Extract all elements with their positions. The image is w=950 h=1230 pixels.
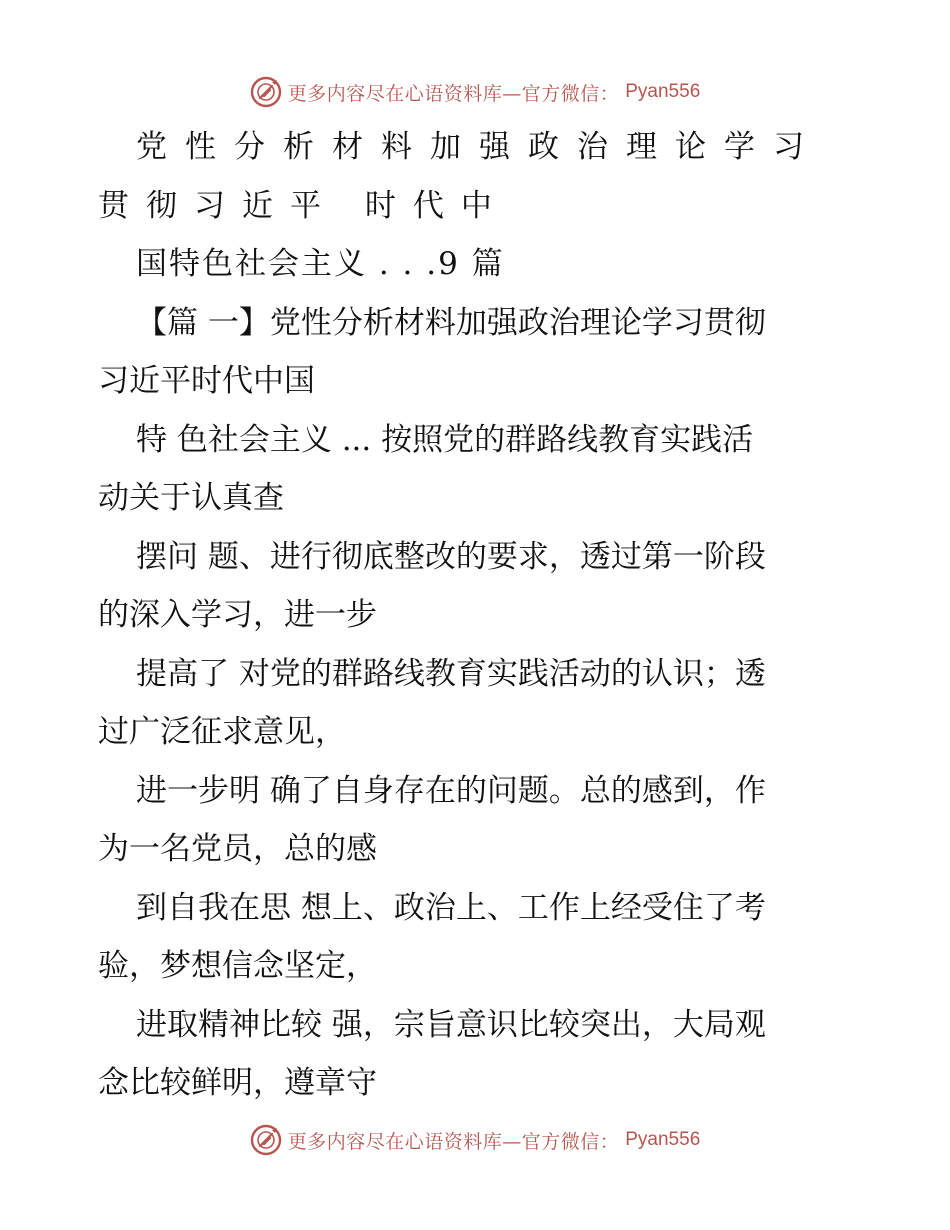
seal-logo-icon	[250, 1124, 282, 1156]
text-line: 摆问 题、进行彻底整改的要求，透过第一阶段	[136, 538, 766, 575]
footer-banner-text: 更多内容尽在心语资料库—官方微信：	[287, 1130, 620, 1153]
seal-logo-icon	[250, 76, 282, 108]
footer-banner	[0, 1120, 950, 1160]
header-banner-inner	[250, 76, 701, 108]
text-line: 念比较鲜明，遵章守	[98, 1065, 377, 1101]
text-line: 国特色社会主义 . . .9 篇	[136, 246, 505, 282]
text-line: 过广泛征求意见，	[98, 714, 346, 750]
text-line: 动关于认真查	[98, 480, 284, 516]
text-line: 党性分析材料加强政治理论学习	[136, 129, 822, 165]
text-line: 特 色社会主义 ... 按照党的群路线教育实践活	[136, 421, 754, 458]
header-banner-id: Pyan556	[625, 81, 701, 102]
header-banner	[0, 72, 950, 112]
text-line: 的深入学习，进一步	[98, 597, 377, 633]
footer-banner-id: Pyan556	[625, 1129, 701, 1150]
text-line: 【篇 一】党性分析材料加强政治理论学习贯彻	[136, 304, 766, 341]
text-line: 进取精神比较 强，宗旨意识比较突出，大局观	[136, 1006, 766, 1043]
text-line: 习近平时代中国	[98, 363, 315, 399]
header-banner-text: 更多内容尽在心语资料库—官方微信：	[287, 82, 620, 105]
text-line: 验，梦想信念坚定，	[98, 948, 377, 984]
text-line: 到自我在思 想上、政治上、工作上经受住了考	[136, 889, 766, 926]
document-body	[98, 118, 838, 1113]
text-line: 进一步明 确了自身存在的问题。总的感到，作	[136, 772, 766, 809]
footer-banner-inner	[250, 1124, 701, 1156]
text-line: 提高了 对党的群路线教育实践活动的认识；透	[136, 655, 766, 692]
text-line: 为一名党员，总的感	[98, 831, 377, 867]
text-line: 贯彻习近平 时代中	[98, 187, 509, 224]
